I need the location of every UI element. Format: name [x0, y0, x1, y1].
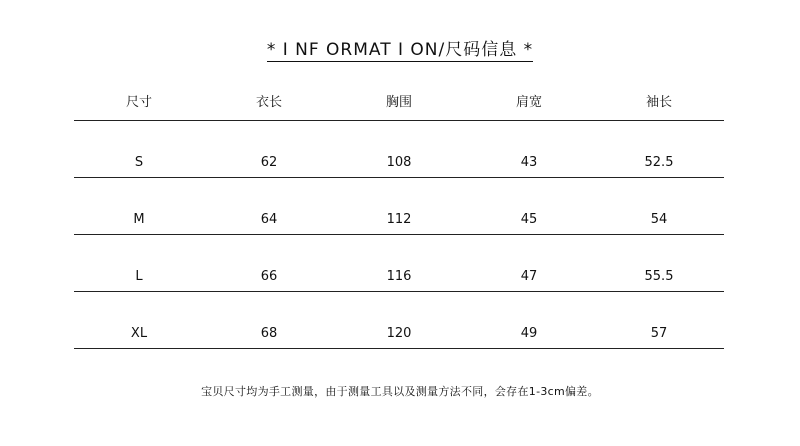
cell-size: M	[133, 212, 145, 227]
cell-sleeve: 54	[650, 212, 668, 227]
header-chest: 胸围	[385, 95, 412, 110]
cell-length: 64	[260, 212, 278, 227]
measurement-note: 宝贝尺寸均为手工测量，由于测量工具以及测量方法不同，会存在1-3cm偏差。	[201, 385, 599, 398]
header-size: 尺寸	[125, 95, 152, 110]
cell-sleeve: 52.5	[644, 155, 674, 170]
cell-chest: 116	[386, 269, 412, 284]
cell-sleeve: 57	[650, 326, 668, 341]
header-shoulder: 肩宽	[515, 95, 542, 110]
table-header-row	[74, 86, 724, 121]
size-chart-table	[74, 86, 724, 349]
cell-shoulder: 49	[520, 326, 538, 341]
page-title-text: * I NF ORMAT I ON/尺码信息 *	[266, 40, 534, 60]
cell-chest: 108	[386, 155, 412, 170]
table-row	[74, 292, 724, 349]
cell-length: 66	[260, 269, 278, 284]
cell-shoulder: 45	[520, 212, 538, 227]
cell-chest: 112	[386, 212, 412, 227]
cell-size: L	[135, 269, 143, 284]
cell-chest: 120	[386, 326, 412, 341]
cell-length: 68	[260, 326, 278, 341]
cell-size: S	[134, 155, 144, 170]
header-sleeve: 袖长	[645, 95, 672, 110]
table-row	[74, 178, 724, 235]
cell-sleeve: 55.5	[644, 269, 674, 284]
page-title	[0, 38, 800, 62]
cell-length: 62	[260, 155, 278, 170]
table-row	[74, 121, 724, 178]
table-row	[74, 235, 724, 292]
cell-shoulder: 47	[520, 269, 538, 284]
header-length: 衣长	[255, 95, 282, 110]
cell-shoulder: 43	[520, 155, 538, 170]
cell-size: XL	[130, 326, 148, 341]
